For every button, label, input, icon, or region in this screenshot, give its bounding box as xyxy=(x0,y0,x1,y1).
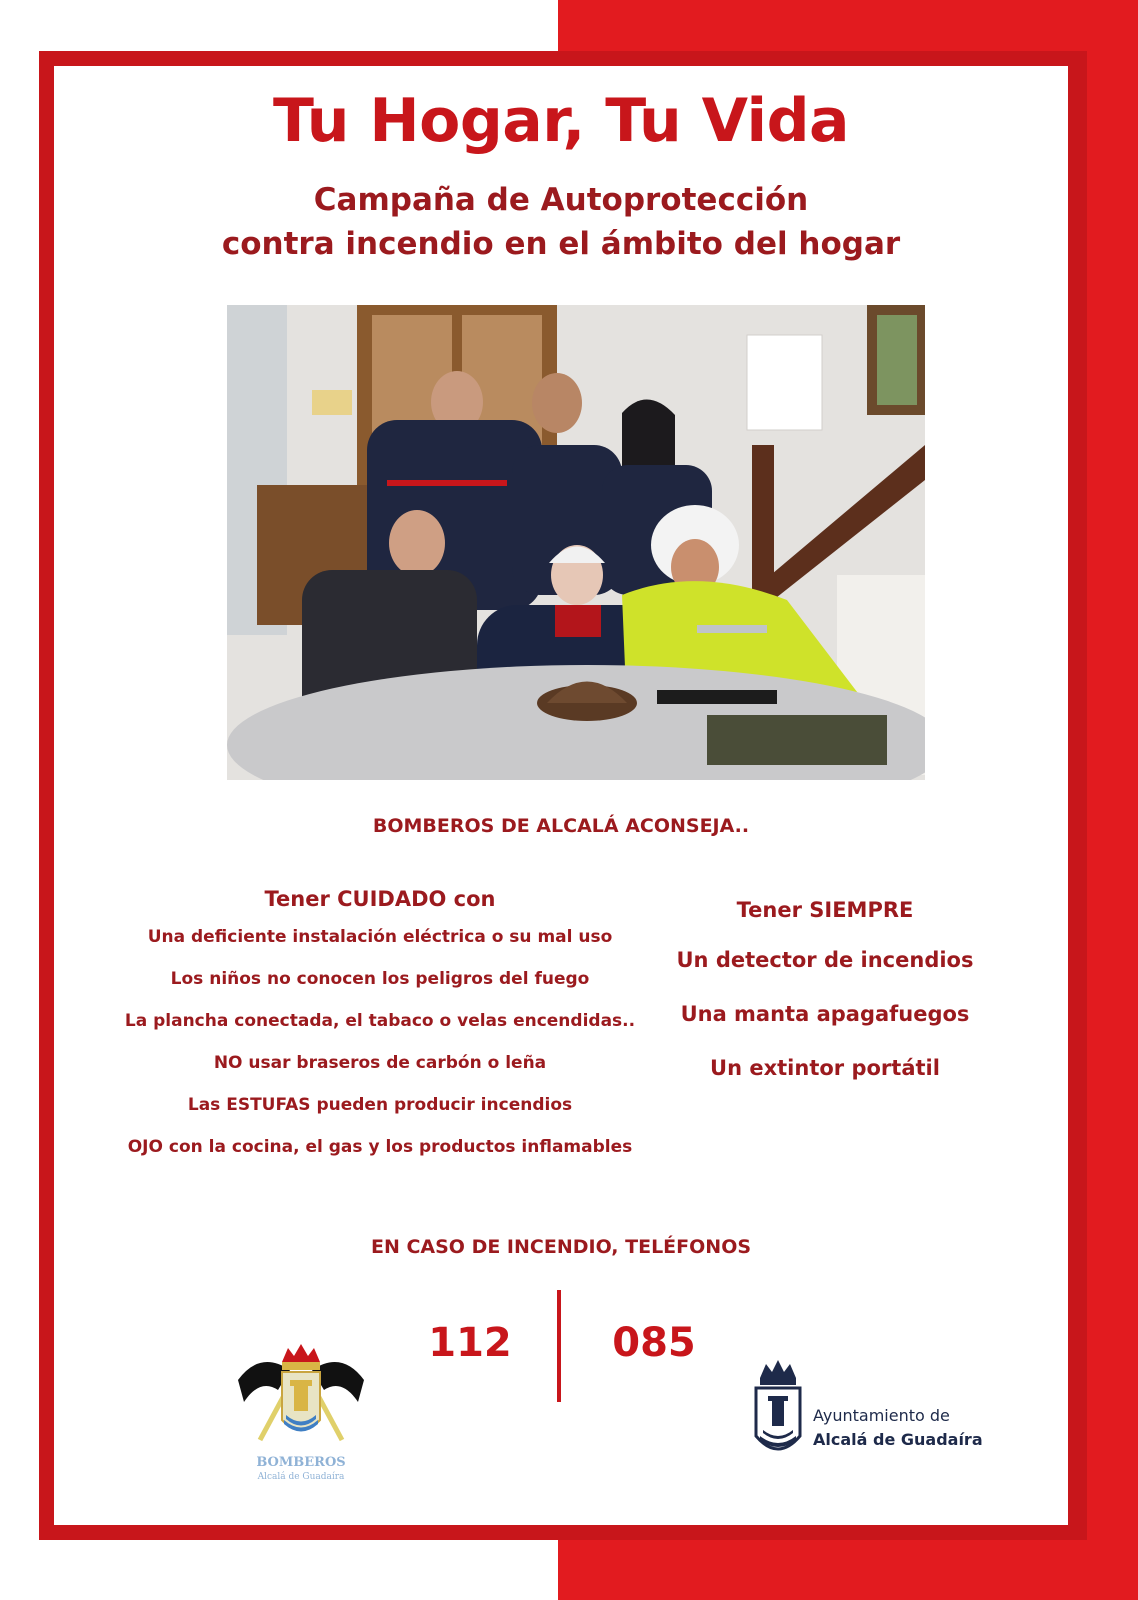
care-list xyxy=(110,926,650,1178)
bomberos-logo-name: BOMBEROS xyxy=(256,1455,346,1470)
ayuntamiento-crest-icon xyxy=(750,1358,806,1468)
care-item: Una deficiente instalación eléctrica o su mal uso xyxy=(147,927,613,947)
phone-divider xyxy=(557,1290,561,1402)
care-column xyxy=(110,886,650,1178)
care-item: Las ESTUFAS pueden producir incendios xyxy=(187,1095,573,1115)
poster-panel xyxy=(54,66,1068,1525)
ayuntamiento-logo xyxy=(750,1358,990,1468)
photo-illustration xyxy=(227,305,925,780)
phone-number-112[interactable]: 112 xyxy=(428,1320,512,1366)
always-heading: Tener SIEMPRE xyxy=(736,898,914,922)
subtitle-line-1: Campaña de Autoprotección xyxy=(313,182,809,218)
bomberos-logo xyxy=(230,1340,372,1490)
bomberos-logo-city: Alcalá de Guadaíra xyxy=(257,1472,345,1482)
always-list xyxy=(660,947,990,1109)
advice-heading: BOMBEROS DE ALCALÁ ACONSEJA.. xyxy=(372,815,750,837)
care-item: Los niños no conocen los peligros del fuego xyxy=(170,969,590,989)
always-item: Un detector de incendios xyxy=(676,948,974,972)
poster-title: Tu Hogar, Tu Vida xyxy=(272,86,850,156)
poster-subtitle xyxy=(54,178,1068,266)
care-heading: Tener CUIDADO con xyxy=(264,887,496,911)
phone-number-085[interactable]: 085 xyxy=(612,1320,696,1366)
emergency-heading: EN CASO DE INCENDIO, TELÉFONOS xyxy=(370,1236,752,1258)
always-item: Un extintor portátil xyxy=(710,1056,940,1080)
ayuntamiento-line-1: Ayuntamiento de xyxy=(813,1406,950,1425)
subtitle-line-2: contra incendio en el ámbito del hogar xyxy=(221,226,901,262)
bomberos-emblem-icon xyxy=(230,1340,372,1455)
always-item: Una manta apagafuegos xyxy=(680,1002,970,1026)
firefighters-photo xyxy=(227,305,925,780)
care-item: NO usar braseros de carbón o leña xyxy=(213,1053,547,1073)
care-item: La plancha conectada, el tabaco o velas encendidas.. xyxy=(124,1011,636,1031)
care-item: OJO con la cocina, el gas y los productos inflamables xyxy=(127,1137,633,1157)
always-column xyxy=(660,897,990,1109)
ayuntamiento-line-2: Alcalá de Guadaíra xyxy=(813,1430,983,1449)
